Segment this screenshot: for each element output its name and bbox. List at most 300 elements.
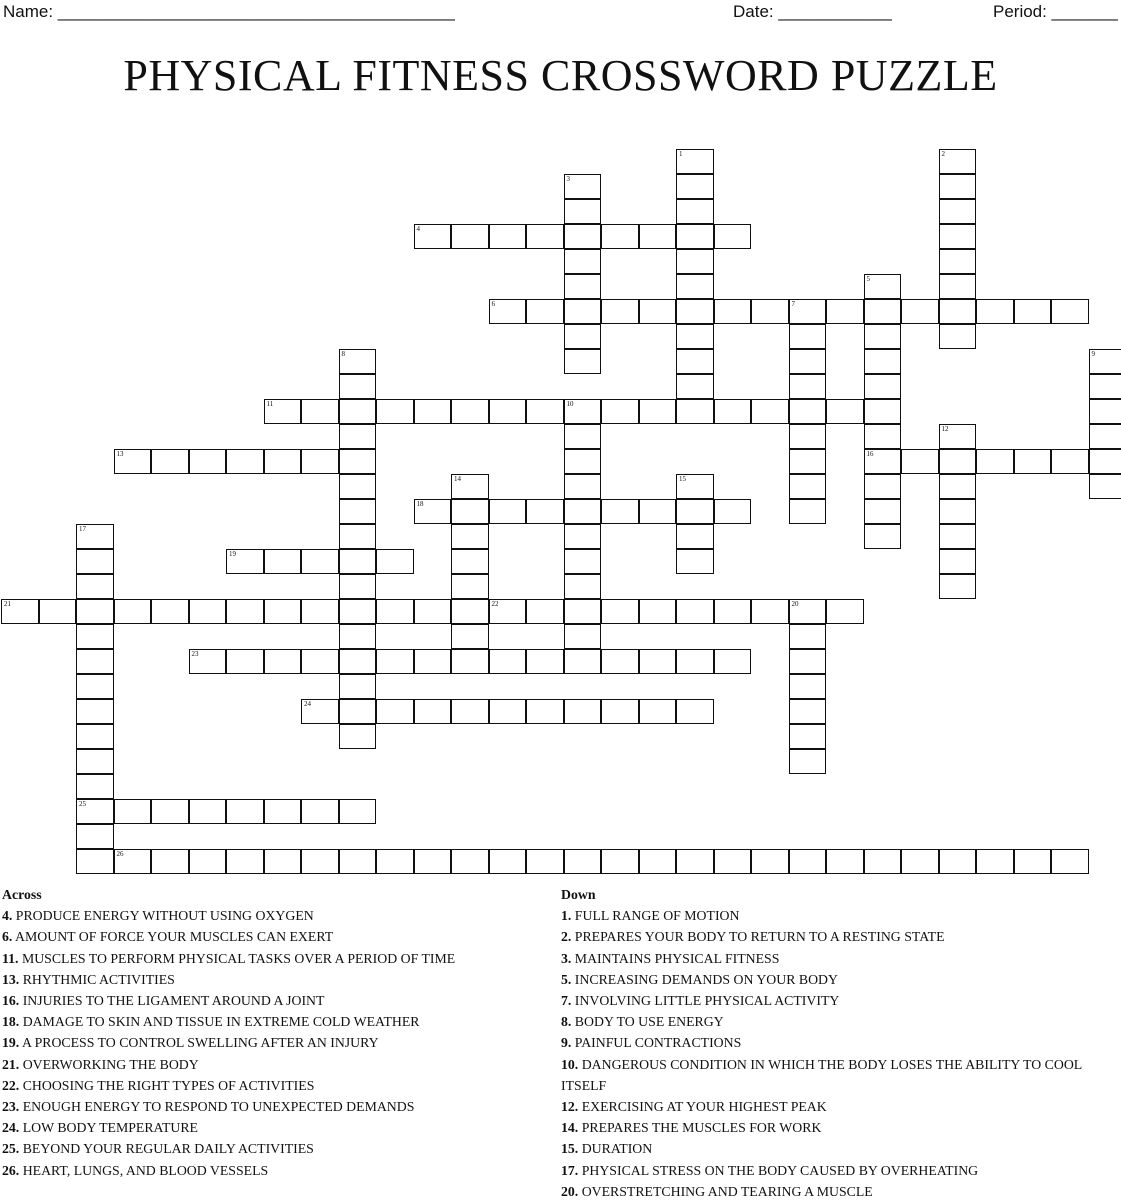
grid-cell[interactable]: [939, 524, 977, 549]
grid-cell[interactable]: [339, 674, 377, 699]
grid-cell[interactable]: [264, 849, 302, 874]
clue-item-number: 12.: [561, 1099, 579, 1115]
grid-cell[interactable]: [976, 849, 1014, 874]
grid-cell[interactable]: [789, 724, 827, 749]
grid-cell[interactable]: [451, 574, 489, 599]
grid-cell[interactable]: [526, 499, 564, 524]
grid-cell[interactable]: [301, 549, 339, 574]
clue-item-text: PREPARES THE MUSCLES FOR WORK: [578, 1120, 822, 1136]
grid-cell[interactable]: [564, 249, 602, 274]
grid-cell[interactable]: [526, 224, 564, 249]
grid-cell[interactable]: [451, 224, 489, 249]
clue-item: [561, 1181, 1106, 1202]
grid-cell[interactable]: [76, 799, 114, 824]
grid-cell[interactable]: [226, 549, 264, 574]
grid-cell[interactable]: [76, 624, 114, 649]
grid-cell[interactable]: [376, 399, 414, 424]
grid-cell[interactable]: [76, 849, 114, 874]
grid-cell[interactable]: [489, 849, 527, 874]
grid-cell[interactable]: [864, 374, 902, 399]
grid-cell[interactable]: [789, 599, 827, 624]
grid-cell[interactable]: [76, 649, 114, 674]
grid-cell[interactable]: [789, 749, 827, 774]
grid-cell[interactable]: [789, 474, 827, 499]
grid-cell[interactable]: [564, 599, 602, 624]
clue-item-text: A PROCESS TO CONTROL SWELLING AFTER AN INJURY: [19, 1035, 379, 1051]
grid-cell[interactable]: [676, 549, 714, 574]
grid-cell[interactable]: [939, 199, 977, 224]
grid-cell[interactable]: [1, 599, 39, 624]
grid-cell[interactable]: [976, 449, 1014, 474]
grid-cell[interactable]: [714, 399, 752, 424]
clue-item: [2, 990, 542, 1011]
grid-cell[interactable]: [339, 724, 377, 749]
grid-cell[interactable]: [114, 799, 152, 824]
grid-cell[interactable]: [451, 474, 489, 499]
clue-number: 24: [304, 700, 311, 708]
grid-cell[interactable]: [789, 349, 827, 374]
clue-item: [2, 1032, 542, 1053]
grid-cell[interactable]: [564, 224, 602, 249]
date-field-label: Date: ____________: [733, 2, 892, 21]
grid-cell[interactable]: [939, 299, 977, 324]
grid-cell[interactable]: [826, 299, 864, 324]
grid-cell[interactable]: [639, 699, 677, 724]
grid-cell[interactable]: [714, 649, 752, 674]
grid-cell[interactable]: [76, 574, 114, 599]
grid-cell[interactable]: [676, 599, 714, 624]
grid-cell[interactable]: [226, 649, 264, 674]
grid-cell[interactable]: [151, 799, 189, 824]
grid-cell[interactable]: [864, 274, 902, 299]
grid-cell[interactable]: [526, 649, 564, 674]
grid-cell[interactable]: [339, 649, 377, 674]
grid-cell[interactable]: [564, 299, 602, 324]
grid-cell[interactable]: [864, 474, 902, 499]
grid-cell[interactable]: [264, 799, 302, 824]
grid-cell[interactable]: [76, 824, 114, 849]
grid-cell[interactable]: [1051, 849, 1089, 874]
down-clue-list: [561, 905, 1106, 1202]
grid-cell[interactable]: [676, 399, 714, 424]
grid-cell[interactable]: [226, 799, 264, 824]
grid-cell[interactable]: [564, 349, 602, 374]
grid-cell[interactable]: [339, 424, 377, 449]
grid-cell[interactable]: [526, 699, 564, 724]
grid-cell[interactable]: [939, 424, 977, 449]
grid-cell[interactable]: [189, 649, 227, 674]
clue-item-text: PRODUCE ENERGY WITHOUT USING OXYGEN: [12, 908, 314, 924]
grid-cell[interactable]: [339, 499, 377, 524]
grid-cell[interactable]: [76, 774, 114, 799]
clue-item: [561, 1011, 1106, 1032]
grid-cell[interactable]: [1014, 849, 1052, 874]
grid-cell[interactable]: [939, 174, 977, 199]
grid-cell[interactable]: [339, 624, 377, 649]
grid-cell[interactable]: [226, 599, 264, 624]
grid-cell[interactable]: [1089, 374, 1121, 399]
grid-cell[interactable]: [601, 299, 639, 324]
grid-cell[interactable]: [489, 499, 527, 524]
grid-cell[interactable]: [864, 399, 902, 424]
clue-item-number: 9.: [561, 1035, 572, 1051]
grid-cell[interactable]: [451, 699, 489, 724]
grid-cell[interactable]: [939, 324, 977, 349]
grid-cell[interactable]: [414, 699, 452, 724]
grid-cell[interactable]: [864, 424, 902, 449]
grid-cell[interactable]: [414, 849, 452, 874]
grid-cell[interactable]: [339, 549, 377, 574]
grid-cell[interactable]: [639, 299, 677, 324]
clue-number: 18: [416, 500, 424, 508]
clue-item-number: 15.: [561, 1141, 579, 1157]
grid-cell[interactable]: [264, 649, 302, 674]
grid-cell[interactable]: [789, 399, 827, 424]
clue-item: [2, 948, 542, 969]
grid-cell[interactable]: [376, 849, 414, 874]
grid-cell[interactable]: [826, 849, 864, 874]
grid-cell[interactable]: [864, 299, 902, 324]
grid-cell[interactable]: [451, 599, 489, 624]
grid-cell[interactable]: [564, 474, 602, 499]
grid-cell[interactable]: [564, 524, 602, 549]
grid-cell[interactable]: [189, 599, 227, 624]
grid-cell[interactable]: [676, 349, 714, 374]
grid-cell[interactable]: [76, 674, 114, 699]
clue-number: 1: [679, 150, 683, 158]
grid-cell[interactable]: [76, 724, 114, 749]
grid-cell[interactable]: [114, 849, 152, 874]
grid-cell[interactable]: [451, 549, 489, 574]
grid-cell[interactable]: [376, 549, 414, 574]
grid-cell[interactable]: [564, 549, 602, 574]
grid-cell[interactable]: [189, 849, 227, 874]
across-heading: Across: [2, 887, 42, 902]
grid-cell[interactable]: [676, 699, 714, 724]
clue-number: 11: [266, 400, 274, 408]
grid-cell[interactable]: [601, 599, 639, 624]
grid-cell[interactable]: [864, 449, 902, 474]
grid-cell[interactable]: [264, 549, 302, 574]
clue-item: [561, 1032, 1106, 1053]
grid-cell[interactable]: [789, 499, 827, 524]
grid-cell[interactable]: [301, 849, 339, 874]
grid-cell[interactable]: [114, 449, 152, 474]
grid-cell[interactable]: [714, 849, 752, 874]
grid-cell[interactable]: [1089, 449, 1121, 474]
clue-item-text: EXERCISING AT YOUR HIGHEST PEAK: [578, 1099, 827, 1115]
grid-cell[interactable]: [864, 349, 902, 374]
grid-cell[interactable]: [151, 449, 189, 474]
grid-cell[interactable]: [301, 399, 339, 424]
grid-cell[interactable]: [601, 649, 639, 674]
clue-number: 23: [191, 650, 199, 658]
grid-cell[interactable]: [601, 399, 639, 424]
grid-cell[interactable]: [414, 224, 452, 249]
clue-item-text: DANGEROUS CONDITION IN WHICH THE BODY LOSES THE ABILITY TO COOL ITSELF: [561, 1056, 1082, 1093]
grid-cell[interactable]: [601, 499, 639, 524]
grid-cell[interactable]: [451, 399, 489, 424]
grid-cell[interactable]: [939, 274, 977, 299]
grid-cell[interactable]: [339, 599, 377, 624]
grid-cell[interactable]: [301, 699, 339, 724]
grid-cell[interactable]: [864, 324, 902, 349]
grid-cell[interactable]: [976, 299, 1014, 324]
grid-cell[interactable]: [339, 574, 377, 599]
grid-cell[interactable]: [789, 649, 827, 674]
grid-cell[interactable]: [1014, 299, 1052, 324]
grid-cell[interactable]: [1089, 349, 1121, 374]
grid-cell[interactable]: [676, 149, 714, 174]
grid-cell[interactable]: [526, 399, 564, 424]
grid-cell[interactable]: [639, 849, 677, 874]
grid-cell[interactable]: [564, 424, 602, 449]
grid-cell[interactable]: [226, 449, 264, 474]
grid-cell[interactable]: [939, 474, 977, 499]
grid-cell[interactable]: [676, 249, 714, 274]
grid-cell[interactable]: [76, 749, 114, 774]
clue-number: 16: [866, 450, 874, 458]
clue-item-text: INVOLVING LITTLE PHYSICAL ACTIVITY: [571, 993, 840, 1009]
grid-cell[interactable]: [751, 849, 789, 874]
grid-cell[interactable]: [339, 399, 377, 424]
grid-cell[interactable]: [189, 449, 227, 474]
page-title: PHYSICAL FITNESS CROSSWORD PUZZLE: [123, 51, 998, 100]
grid-cell[interactable]: [639, 399, 677, 424]
clue-number: 4: [416, 225, 420, 233]
grid-cell[interactable]: [451, 524, 489, 549]
grid-cell[interactable]: [564, 849, 602, 874]
grid-cell[interactable]: [39, 599, 77, 624]
grid-cell[interactable]: [151, 599, 189, 624]
grid-cell[interactable]: [301, 649, 339, 674]
grid-cell[interactable]: [489, 299, 527, 324]
grid-cell[interactable]: [676, 224, 714, 249]
grid-cell[interactable]: [564, 274, 602, 299]
clue-item-number: 26.: [2, 1162, 20, 1178]
grid-cell[interactable]: [676, 649, 714, 674]
grid-cell[interactable]: [339, 474, 377, 499]
clue-item: [561, 1054, 1106, 1096]
grid-cell[interactable]: [451, 649, 489, 674]
grid-cell[interactable]: [339, 849, 377, 874]
grid-cell[interactable]: [564, 499, 602, 524]
grid-cell[interactable]: [751, 599, 789, 624]
clue-item-text: CHOOSING THE RIGHT TYPES OF ACTIVITIES: [19, 1077, 315, 1093]
grid-cell[interactable]: [376, 599, 414, 624]
grid-cell[interactable]: [864, 524, 902, 549]
grid-cell[interactable]: [414, 599, 452, 624]
grid-cell[interactable]: [789, 849, 827, 874]
grid-cell[interactable]: [676, 199, 714, 224]
clue-item: [561, 990, 1106, 1011]
grid-cell[interactable]: [826, 399, 864, 424]
grid-cell[interactable]: [564, 574, 602, 599]
clue-item: [561, 948, 1106, 969]
clue-number: 17: [79, 525, 86, 533]
grid-cell[interactable]: [901, 849, 939, 874]
grid-cell[interactable]: [676, 324, 714, 349]
grid-cell[interactable]: [939, 449, 977, 474]
grid-cell[interactable]: [76, 524, 114, 549]
grid-cell[interactable]: [339, 524, 377, 549]
grid-cell[interactable]: [676, 374, 714, 399]
grid-cell[interactable]: [489, 649, 527, 674]
grid-cell[interactable]: [789, 374, 827, 399]
grid-cell[interactable]: [676, 524, 714, 549]
across-clue-list: [2, 905, 542, 1181]
grid-cell[interactable]: [676, 174, 714, 199]
grid-cell[interactable]: [264, 449, 302, 474]
grid-cell[interactable]: [789, 449, 827, 474]
grid-cell[interactable]: [939, 849, 977, 874]
grid-cell[interactable]: [376, 649, 414, 674]
clue-item: [561, 926, 1106, 947]
grid-cell[interactable]: [564, 174, 602, 199]
clue-item-text: RHYTHMIC ACTIVITIES: [19, 971, 175, 987]
grid-cell[interactable]: [939, 249, 977, 274]
clue-item: [2, 1138, 542, 1159]
clue-number: 25: [79, 800, 86, 808]
grid-cell[interactable]: [76, 699, 114, 724]
grid-cell[interactable]: [939, 549, 977, 574]
grid-cell[interactable]: [76, 599, 114, 624]
grid-cell[interactable]: [489, 599, 527, 624]
grid-cell[interactable]: [939, 499, 977, 524]
grid-cell[interactable]: [789, 624, 827, 649]
clue-item-text: DURATION: [578, 1141, 653, 1157]
grid-cell[interactable]: [676, 474, 714, 499]
clue-item-text: FULL RANGE OF MOTION: [571, 908, 740, 924]
grid-cell[interactable]: [751, 299, 789, 324]
grid-cell[interactable]: [676, 299, 714, 324]
clue-item-number: 1.: [561, 908, 572, 924]
grid-cell[interactable]: [939, 574, 977, 599]
grid-cell[interactable]: [526, 599, 564, 624]
grid-cell[interactable]: [1014, 449, 1052, 474]
grid-cell[interactable]: [189, 799, 227, 824]
grid-cell[interactable]: [601, 699, 639, 724]
grid-cell[interactable]: [901, 449, 939, 474]
clue-item-number: 22.: [2, 1077, 20, 1093]
grid-cell[interactable]: [564, 624, 602, 649]
grid-cell[interactable]: [714, 499, 752, 524]
grid-cell[interactable]: [414, 649, 452, 674]
clue-item-number: 3.: [561, 950, 572, 966]
clue-item: [2, 926, 542, 947]
grid-cell[interactable]: [939, 224, 977, 249]
grid-cell[interactable]: [714, 224, 752, 249]
grid-cell[interactable]: [451, 849, 489, 874]
name-field-label: Name: __________________________________________: [3, 2, 455, 21]
grid-cell[interactable]: [226, 849, 264, 874]
grid-cell[interactable]: [564, 449, 602, 474]
grid-cell[interactable]: [526, 849, 564, 874]
clue-item: [2, 905, 542, 926]
grid-cell[interactable]: [264, 399, 302, 424]
grid-cell[interactable]: [526, 299, 564, 324]
grid-cell[interactable]: [789, 424, 827, 449]
grid-cell[interactable]: [339, 799, 377, 824]
grid-cell[interactable]: [301, 799, 339, 824]
grid-cell[interactable]: [639, 224, 677, 249]
clue-item-number: 17.: [561, 1162, 579, 1178]
grid-cell[interactable]: [639, 499, 677, 524]
clue-item: [2, 1160, 542, 1181]
grid-cell[interactable]: [639, 649, 677, 674]
grid-cell[interactable]: [676, 499, 714, 524]
clue-number: 6: [491, 300, 495, 308]
clue-item: [2, 1117, 542, 1138]
grid-cell[interactable]: [1089, 399, 1121, 424]
clue-number: 2: [941, 150, 945, 158]
grid-cell[interactable]: [864, 849, 902, 874]
grid-cell[interactable]: [639, 599, 677, 624]
grid-cell[interactable]: [864, 499, 902, 524]
grid-cell[interactable]: [751, 399, 789, 424]
down-heading: Down: [561, 887, 596, 902]
grid-cell[interactable]: [414, 499, 452, 524]
grid-cell[interactable]: [376, 699, 414, 724]
grid-cell[interactable]: [339, 449, 377, 474]
grid-cell[interactable]: [489, 224, 527, 249]
grid-cell[interactable]: [601, 224, 639, 249]
grid-cell[interactable]: [714, 599, 752, 624]
clue-item: [561, 905, 1106, 926]
grid-cell[interactable]: [339, 349, 377, 374]
clue-item-text: INJURIES TO THE LIGAMENT AROUND A JOINT: [19, 993, 325, 1009]
grid-cell[interactable]: [489, 699, 527, 724]
grid-cell[interactable]: [564, 699, 602, 724]
grid-cell[interactable]: [1089, 424, 1121, 449]
grid-cell[interactable]: [564, 199, 602, 224]
clue-number: 3: [566, 175, 570, 183]
grid-cell[interactable]: [301, 449, 339, 474]
grid-cell[interactable]: [789, 324, 827, 349]
grid-cell[interactable]: [789, 699, 827, 724]
grid-cell[interactable]: [151, 849, 189, 874]
grid-cell[interactable]: [939, 149, 977, 174]
grid-cell[interactable]: [451, 499, 489, 524]
grid-cell[interactable]: [489, 399, 527, 424]
grid-cell[interactable]: [76, 549, 114, 574]
grid-cell[interactable]: [601, 849, 639, 874]
grid-cell[interactable]: [714, 299, 752, 324]
grid-cell[interactable]: [264, 599, 302, 624]
grid-cell[interactable]: [826, 599, 864, 624]
grid-cell[interactable]: [114, 599, 152, 624]
grid-cell[interactable]: [789, 299, 827, 324]
grid-cell[interactable]: [414, 399, 452, 424]
clue-number: 7: [791, 300, 795, 308]
grid-cell[interactable]: [676, 274, 714, 299]
grid-cell[interactable]: [676, 849, 714, 874]
grid-cell[interactable]: [451, 624, 489, 649]
grid-cell[interactable]: [564, 324, 602, 349]
grid-cell[interactable]: [1089, 474, 1121, 499]
grid-cell[interactable]: [301, 599, 339, 624]
clue-number: 20: [791, 600, 799, 608]
clue-item-text: BODY TO USE ENERGY: [571, 1014, 724, 1030]
grid-cell[interactable]: [564, 399, 602, 424]
grid-cell[interactable]: [339, 699, 377, 724]
grid-cell[interactable]: [564, 649, 602, 674]
grid-cell[interactable]: [339, 374, 377, 399]
grid-cell[interactable]: [789, 674, 827, 699]
grid-cell[interactable]: [901, 299, 939, 324]
grid-cell[interactable]: [1051, 449, 1089, 474]
grid-cell[interactable]: [1051, 299, 1089, 324]
